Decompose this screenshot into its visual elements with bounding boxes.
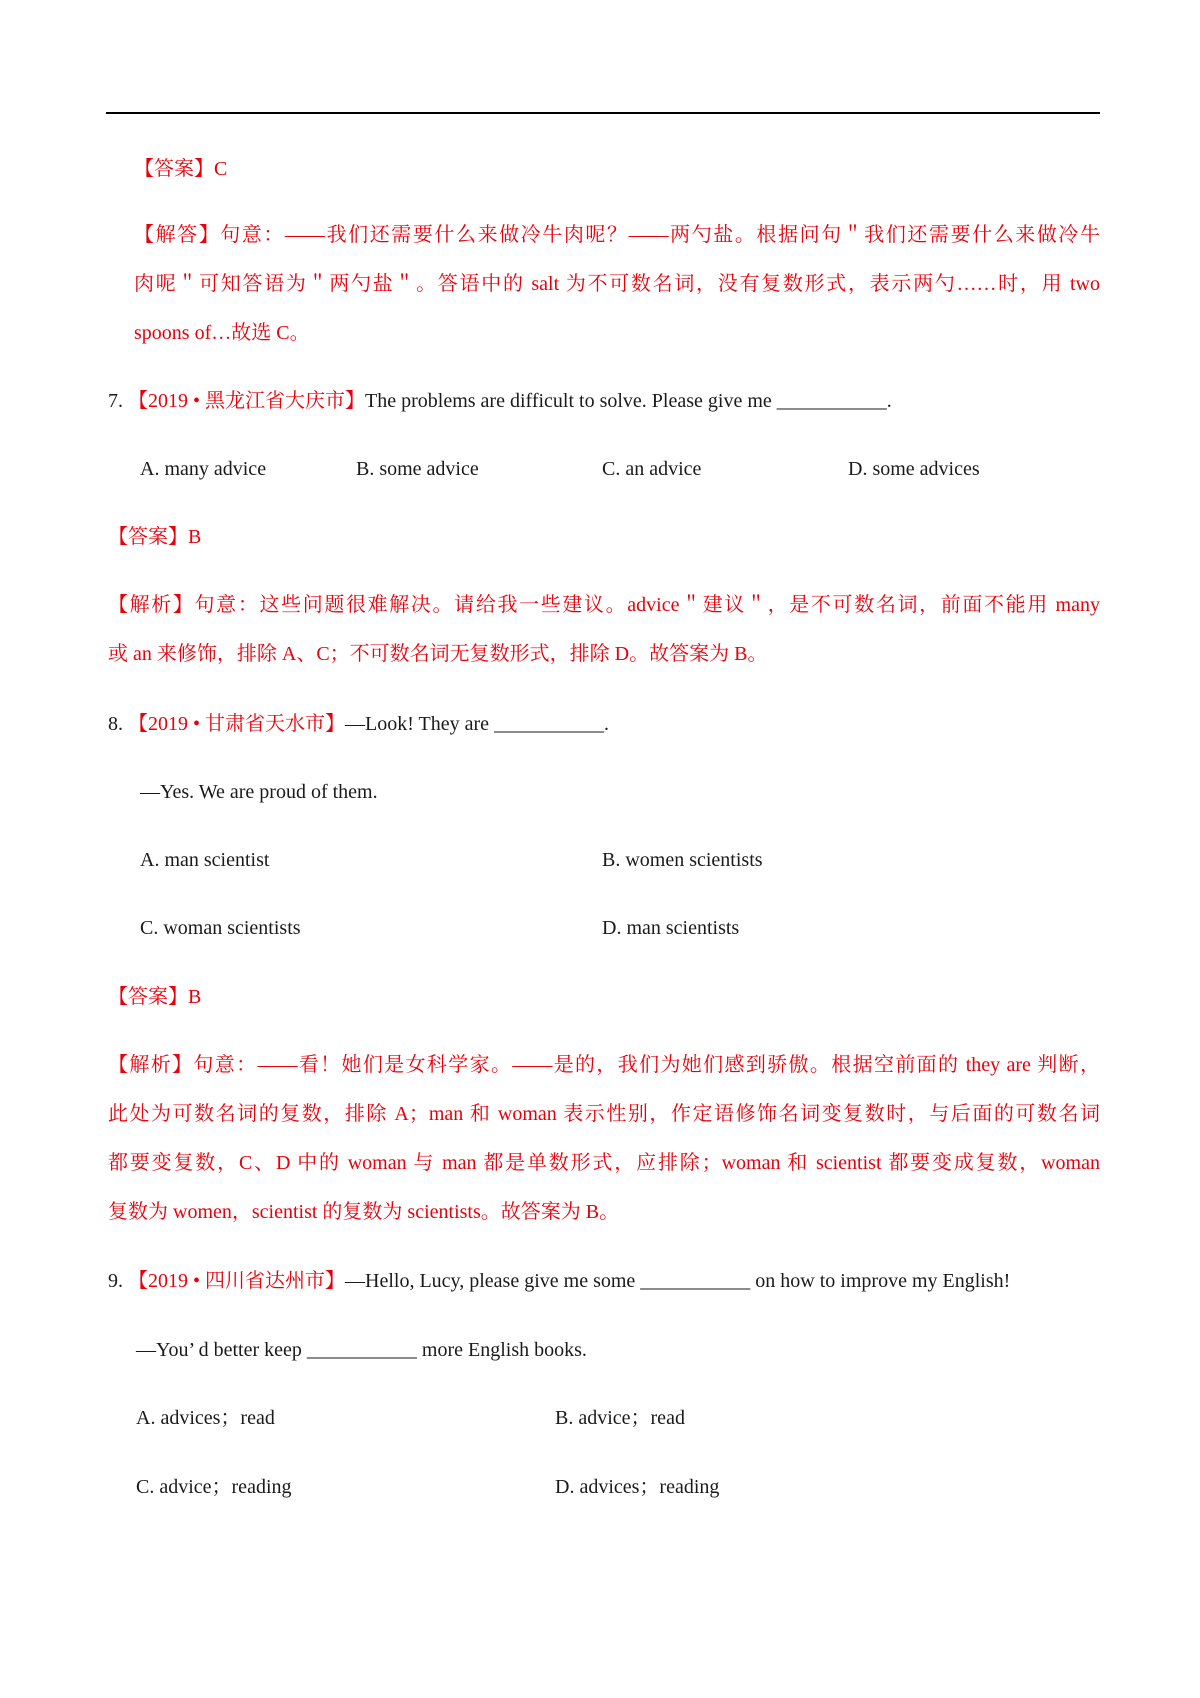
q7-explanation-line-2: 或 an 来修饰，排除 A、C；不可数名词无复数形式，排除 D。故答案为 B。 [108,643,768,665]
q9-option-d: D. advices；reading [555,1476,720,1498]
q6-explanation-line-3: spoons of…故选 C。 [134,322,310,344]
q9-reply: —You’ d better keep ___________ more English books. [136,1339,587,1361]
q7-explanation-line-1: 【解析】句意：这些问题很难解决。请给我一些建议。advice＂建议＂，是不可数名词，前面不能用 many [108,594,1100,616]
q9-stem-line [108,1267,1010,1295]
q8-number: 8. [108,713,123,735]
q7-number: 7. [108,390,123,412]
q8-option-d: D. man scientists [602,917,740,939]
q8-explanation-line-4: 复数为 women，scientist 的复数为 scientists。故答案为 B。 [108,1201,620,1223]
q8-explanation-line-2: 此处为可数名词的复数，排除 A；man 和 woman 表示性别，作定语修饰名词变复数时，与后面的可数名词 [108,1103,1100,1125]
q7-stem: The problems are difficult to solve. Please give me ___________. [365,390,892,412]
q7-answer: 【答案】B [108,526,202,548]
q8-option-b: B. women scientists [602,849,763,871]
q9-source: 【2019 • 四川省达州市】 [128,1270,346,1292]
q8-source: 【2019 • 甘肃省天水市】 [128,713,346,735]
q8-stem-line [108,710,609,738]
q9-number: 9. [108,1270,123,1292]
q8-option-c: C. woman scientists [140,917,301,939]
q9-option-b: B. advice；read [555,1407,685,1429]
q7-option-a: A. many advice [140,458,267,480]
q6-answer: 【答案】C [134,158,228,180]
q8-explanation-line-1: 【解析】句意：——看！她们是女科学家。——是的，我们为她们感到骄傲。根据空前面的 they are 判断， [108,1054,1100,1076]
q6-explanation-line-1: 【解答】句意：——我们还需要什么来做冷牛肉呢？——两勺盐。根据问句＂我们还需要什么来做冷牛 [134,224,1100,246]
q8-explanation-line-3: 都要变复数，C、D 中的 woman 与 man 都是单数形式，应排除；woman 和 scientist 都要变成复数，woman [108,1152,1100,1174]
q6-explanation-line-2: 肉呢＂可知答语为＂两勺盐＂。答语中的 salt 为不可数名词，没有复数形式，表示两勺……时，用 two [134,273,1100,295]
q7-option-d: D. some advices [848,458,980,480]
q7-source: 【2019 • 黑龙江省大庆市】 [128,390,366,412]
q9-option-c: C. advice；reading [136,1476,292,1498]
q8-stem: —Look! They are ___________. [345,713,610,735]
q8-reply: —Yes. We are proud of them. [140,781,378,803]
q8-answer: 【答案】B [108,986,202,1008]
q7-option-c: C. an advice [602,458,702,480]
q7-stem-line [108,387,892,415]
q8-option-a: A. man scientist [140,849,270,871]
q9-stem: —Hello, Lucy, please give me some ___________ on how to improve my English! [345,1270,1011,1292]
q7-option-b: B. some advice [356,458,479,480]
header-rule [106,112,1100,114]
q9-option-a: A. advices；read [136,1407,275,1429]
